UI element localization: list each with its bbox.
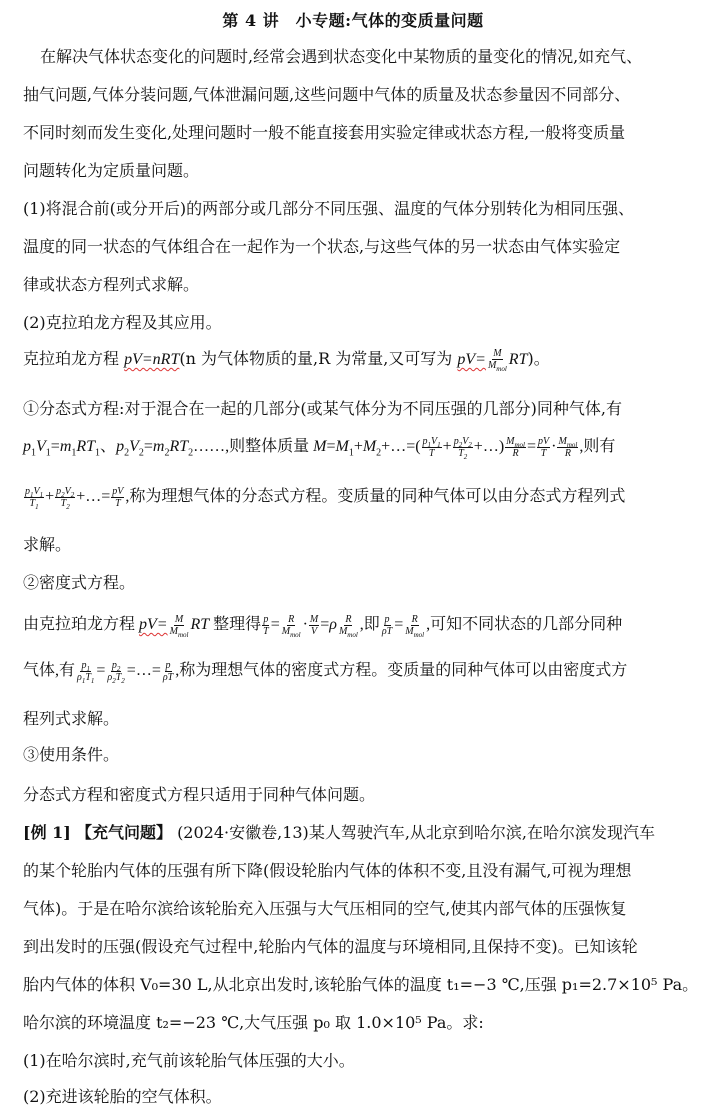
partial-formula-line-1: $p_1V_1=m_1RT_1$、$p_2V_2=m_2RT_2\dots\dots$,则整体质量 $M=M_1+M_2+\dots=$( $\frac{p_1V_1}{T}$ + $\frac{p_2V_2}{T_2}$ +…) $\frac{M_{mol}}{R}$ = $\frac{pV}{T}$ · $\frac{M_{mol}}{R}$ ,则有 xyxy=(23,436,616,461)
intro-line-4: 问题转化为定质量问题。 xyxy=(23,161,200,180)
question-2: (2)充进该轮胎的空气体积。 xyxy=(23,1087,222,1106)
example-source: (2024·安徽卷,13) xyxy=(177,823,309,842)
point1-line-3: 律或状态方程列式求解。 xyxy=(23,275,200,294)
question-1: (1)在哈尔滨时,充气前该轮胎气体压强的大小。 xyxy=(23,1051,355,1070)
example-line-2: 的某个轮胎内气体的压强有所下降(假设轮胎内气体的体积不变,且没有漏气,可视为理想 xyxy=(23,861,632,880)
intro-line-1: 在解决气体状态变化的问题时,经常会遇到状态变化中某物质的量变化的情况,如充气、 xyxy=(40,47,643,66)
example-line-3: 气体)。于是在哈尔滨给该轮胎充入压强与大气压相同的空气,使其内部气体的压强恢复 xyxy=(23,899,627,918)
density-line-3: 程列式求解。 xyxy=(23,709,120,728)
density-formula-line-1: 由克拉珀龙方程 pV= $\frac{M}{M_{mol}}$ RT 整理得 $\frac{p}{T}$ = $\frac{R}{M_{mol}}$ · $\frac{M}{V}$ =ρ $\frac{R}{M_{mol}}$ ,即 $\frac{p}{\rho T}$ = $\frac{R}{M_{mol}}$ ,可知不同状态的几部分同种 xyxy=(23,614,623,639)
example-line-6: 哈尔滨的环境温度 t₂=−23 ℃,大气压强 p₀ 取 1.0×10⁵ Pa。求: xyxy=(23,1013,484,1032)
density-formula-line-2: 气体,有 $\frac{p_1}{\rho_1T_1}$ = $\frac{p_2}{\rho_2T_2}$ =…= $\frac{p}{\rho T}$ ,称为理想气体的密度式方程。变质量的同种气体可以由密度式方 xyxy=(23,660,628,685)
intro-line-2: 抽气问题,气体分装问题,气体泄漏问题,这些问题中气体的质量及状态参量因不同部分、 xyxy=(23,85,631,104)
partial-line-3: 求解。 xyxy=(23,535,72,554)
page-title: 第 4 讲 小专题:气体的变质量问题 xyxy=(222,11,484,30)
example-line-1: [例 1] 【充气问题】 (2024·安徽卷,13)某人驾驶汽车,从北京到哈尔滨,在哈尔滨发现汽车 xyxy=(23,823,655,842)
point1-line-1: (1)将混合前(或分开后)的两部分或几部分不同压强、温度的气体分别转化为相同压强、 xyxy=(23,199,635,218)
clapeyron-label: 克拉珀龙方程 xyxy=(23,349,125,368)
point1-line-2: 温度的同一状态的气体组合在一起作为一个状态,与这些气体的另一状态由气体实验定 xyxy=(23,237,621,256)
clapeyron-formula: pV=nRT xyxy=(124,351,180,368)
point2-heading: (2)克拉珀龙方程及其应用。 xyxy=(23,313,222,332)
intro-line-3: 不同时刻而发生变化,处理问题时一般不能直接套用实验定律或状态方程,一般将变质量 xyxy=(23,123,626,142)
clapeyron-note: (n 为气体物质的量,R 为常量,又可写为 xyxy=(179,349,458,368)
usage-heading: ③使用条件。 xyxy=(23,745,120,764)
example-line-4: 到出发时的压强(假设充气过程中,轮胎内气体的温度与环境相同,且保持不变)。已知该轮 xyxy=(23,937,638,956)
partial-heading: ①分态式方程:对于混合在一起的几部分(或某气体分为不同压强的几部分)同种气体,有 xyxy=(23,399,622,418)
usage-text: 分态式方程和密度式方程只适用于同种气体问题。 xyxy=(23,785,376,804)
example-tag: [例 1] xyxy=(23,823,71,842)
clapeyron-line: 克拉珀龙方程 pV=nRT(n 为气体物质的量,R 为常量,又可写为 pV= $\frac{M}{M_{mol}}$ RT)。 xyxy=(23,348,550,373)
example-line-5: 胎内气体的体积 V₀=30 L,从北京出发时,该轮胎气体的温度 t₁=−3 ℃,压强 p₁=2.7×10⁵ Pa。 xyxy=(23,975,699,994)
clapeyron-frac: $\frac{M}{M_{mol}}$ xyxy=(487,348,507,373)
density-heading: ②密度式方程。 xyxy=(23,573,136,592)
partial-formula-line-2: $\frac{p_1V_1}{T_1}$ + $\frac{p_2V_2}{T_2}$ +…= $\frac{pV}{T}$ ,称为理想气体的分态式方程。变质量的同种气体可以由分态式方程列式 xyxy=(25,486,626,511)
example-topic: 【充气问题】 xyxy=(75,823,172,842)
